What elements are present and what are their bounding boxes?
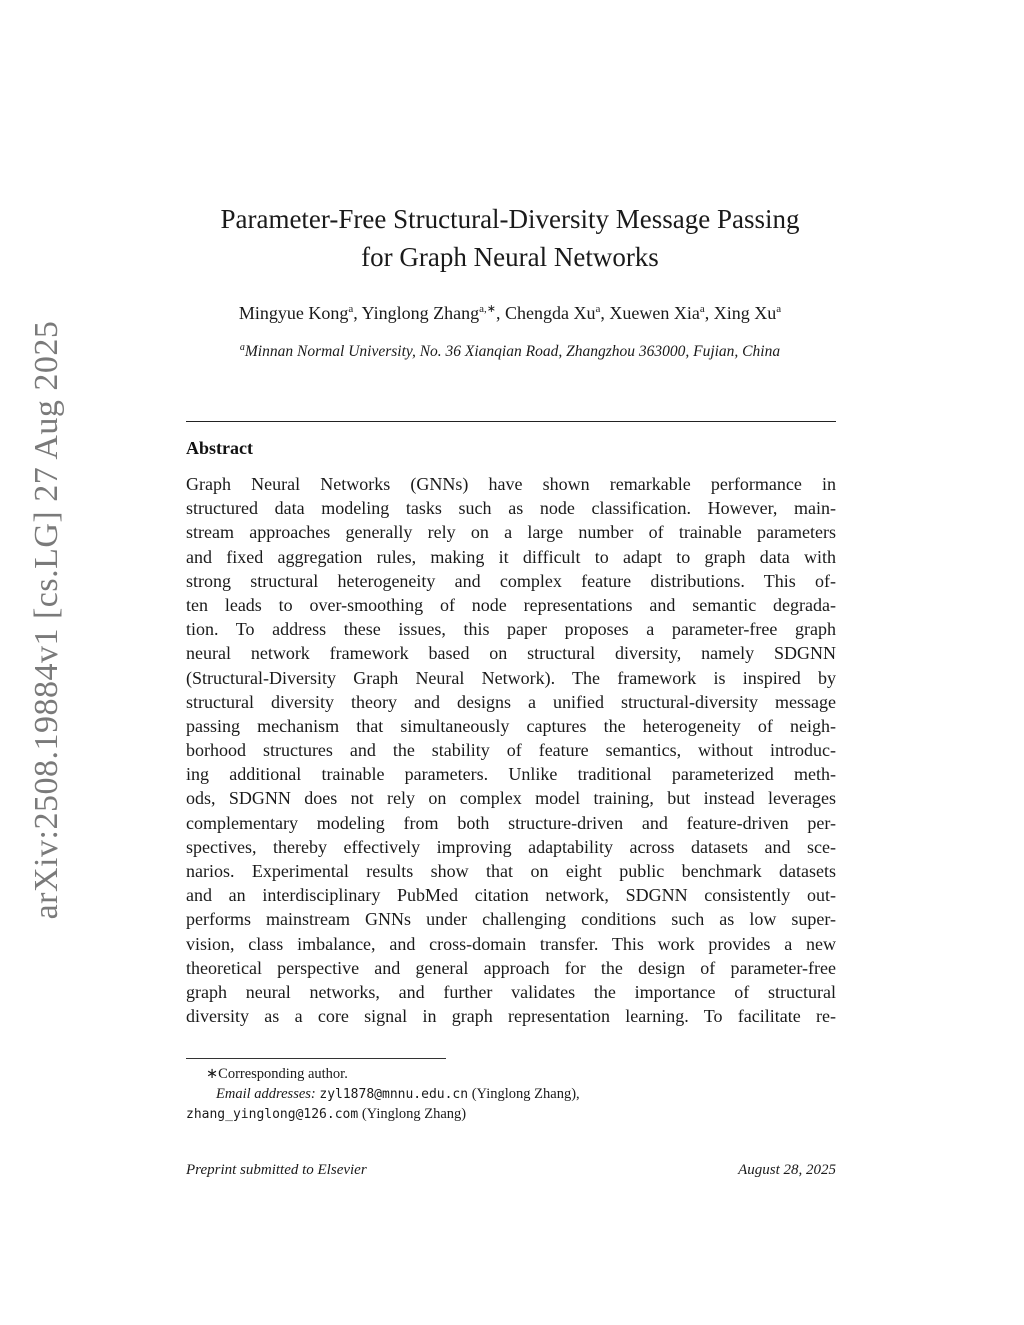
submission-date: August 28, 2025 bbox=[738, 1162, 836, 1178]
footnote-emails bbox=[186, 1086, 866, 1103]
abstract-line: graph neural networks, and further validates the importance of structural bbox=[186, 981, 836, 1002]
abstract-line: vision, class imbalance, and cross-domain transfer. This work provides a new bbox=[186, 933, 836, 954]
author-affiliation-marker: a bbox=[699, 303, 705, 315]
abstract-line: complementary modeling from both structure-driven and feature-driven per- bbox=[186, 812, 836, 833]
author-name: Yinglong Zhang bbox=[361, 303, 480, 323]
abstract-line: tion. To address these issues, this paper proposes a parameter-free graph bbox=[186, 619, 836, 640]
email-link-2[interactable]: zhang_yinglong@126.com bbox=[186, 1107, 359, 1122]
arxiv-identifier: arXiv:2508.19884v1 [cs.LG] 27 Aug 2025 bbox=[28, 320, 65, 920]
abstract-line: structured data modeling tasks such as node classification. However, main- bbox=[186, 498, 836, 519]
author-separator: , bbox=[353, 303, 362, 323]
preprint-note: Preprint submitted to Elsevier bbox=[186, 1162, 367, 1178]
abstract-line: diversity as a core signal in graph representation learning. To facilitate re- bbox=[186, 1006, 836, 1027]
abstract-line: performs mainstream GNNs under challenging conditions such as low super- bbox=[186, 909, 836, 930]
title-line-1: Parameter-Free Structural-Diversity Message Passing bbox=[220, 204, 800, 234]
paper-title bbox=[160, 200, 860, 276]
affiliation bbox=[150, 342, 870, 361]
author-name: Mingyue Kong bbox=[238, 303, 349, 323]
email-label: Email addresses: bbox=[216, 1086, 316, 1102]
author-separator: , bbox=[600, 303, 610, 323]
abstract-line: and an interdisciplinary PubMed citation network, SDGNN consistently out- bbox=[186, 885, 836, 906]
author-name: Xuewen Xia bbox=[609, 303, 700, 323]
abstract-line: and fixed aggregation rules, making it difficult to adapt to graph data with bbox=[186, 546, 836, 567]
abstract-line: Graph Neural Networks (GNNs) have shown remarkable performance in bbox=[186, 474, 836, 494]
author-affiliation-marker: a bbox=[348, 303, 354, 315]
footnote-divider bbox=[186, 1058, 446, 1059]
email-link-1[interactable]: zyl1878@mnnu.edu.cn bbox=[319, 1087, 469, 1102]
abstract-heading: Abstract bbox=[186, 438, 253, 458]
abstract-line: stream approaches generally rely on a large number of trainable parameters bbox=[186, 522, 836, 543]
abstract-line: ods, SDGNN does not rely on complex model training, but instead leverages bbox=[186, 788, 836, 809]
email-owner-1: (Yinglong Zhang), bbox=[471, 1086, 580, 1102]
author-affiliation-marker: a bbox=[776, 303, 782, 315]
abstract-line: spectives, thereby effectively improving adaptability across datasets and sce- bbox=[186, 836, 836, 857]
abstract-line: neural network framework based on structural diversity, namely SDGNN bbox=[186, 643, 836, 664]
affiliation-text: Minnan Normal University, No. 36 Xianqian Road, Zhangzhou 363000, Fujian, China bbox=[244, 343, 781, 361]
title-divider bbox=[186, 421, 836, 422]
abstract-line: strong structural heterogeneity and complex feature distributions. This of- bbox=[186, 570, 836, 591]
abstract-line: ten leads to over-smoothing of node representations and semantic degrada- bbox=[186, 594, 836, 615]
abstract-line: passing mechanism that simultaneously captures the heterogeneity of neigh- bbox=[186, 715, 836, 736]
author-list bbox=[150, 302, 870, 324]
abstract-line: (Structural-Diversity Graph Neural Network). The framework is inspired by bbox=[186, 667, 836, 688]
author-separator: , bbox=[704, 303, 714, 323]
abstract-line: narios. Experimental results show that on eight public benchmark datasets bbox=[186, 861, 836, 881]
email-owner-2: (Yinglong Zhang) bbox=[361, 1106, 467, 1122]
author-name: Chengda Xu bbox=[504, 303, 596, 323]
abstract-line: theoretical perspective and general approach for the design of parameter-free bbox=[186, 957, 836, 978]
title-line-2: for Graph Neural Networks bbox=[361, 242, 659, 272]
corresponding-author-note: ∗Corresponding author. bbox=[206, 1066, 348, 1082]
author-name: Xing Xu bbox=[713, 303, 777, 323]
footnote-emails-cont bbox=[186, 1106, 836, 1123]
abstract-body bbox=[186, 472, 836, 1028]
author-affiliation-marker: a bbox=[595, 303, 601, 315]
abstract-line: structural diversity theory and designs a unified structural-diversity message bbox=[186, 691, 836, 712]
abstract-line: borhood structures and the stability of feature semantics, without introduc- bbox=[186, 740, 836, 761]
footnote-corresponding bbox=[186, 1066, 856, 1083]
abstract-line: ing additional trainable parameters. Unlike traditional parameterized meth- bbox=[186, 764, 836, 785]
author-separator: , bbox=[495, 303, 505, 323]
affiliation-marker: a bbox=[239, 342, 245, 353]
author-affiliation-marker: a,∗ bbox=[479, 303, 496, 315]
